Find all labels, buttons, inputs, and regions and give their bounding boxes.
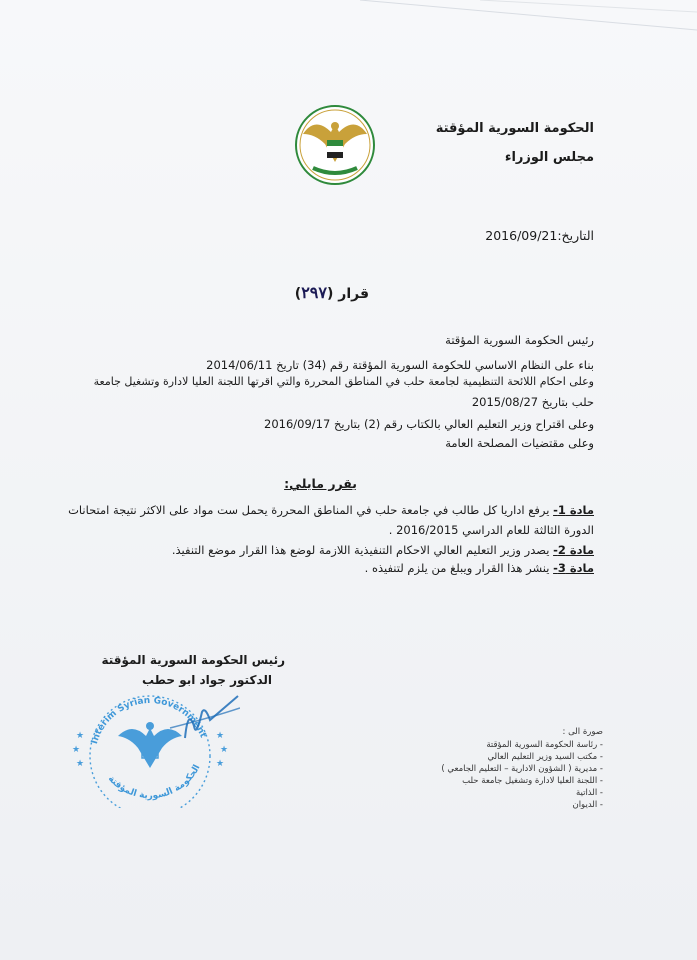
header-council-name: مجلس الوزراء: [504, 150, 594, 165]
svg-text:الحكومة السورية المؤقتة: [106, 763, 203, 801]
decision-close: ): [294, 286, 302, 302]
signature-title: رئيس الحكومة السورية المؤقتة: [101, 653, 285, 667]
preamble-line-2: وعلى احكام اللائحة التنظيمية لجامعة حلب في المناطق المحررة والتي اقرتها اللجنة العليا لادارة وتشغيل جامعة: [93, 375, 594, 388]
official-stamp-icon: [70, 688, 240, 808]
copies-item-1: - رئاسة الحكومة السورية المؤقتة: [486, 740, 603, 750]
date-value: 2016/09/21: [485, 228, 558, 243]
article-1-text: يرفع اداريا كل طالب في جامعة حلب في المناطق المحررة يحمل ست مواد على الاكثر نتيجة امتحانات: [68, 503, 554, 517]
preamble-line-5: وعلى مقتضيات المصلحة العامة: [445, 436, 594, 450]
decision-label: قرار (: [326, 286, 369, 302]
svg-text:★: ★: [76, 731, 85, 741]
decision-heading: [295, 283, 369, 302]
preamble-line-3: حلب بتاريخ 2015/08/27: [471, 395, 594, 409]
article-1-label: مادة 1-: [553, 503, 594, 517]
signature-name: الدكتور جواد ابو حطب: [141, 673, 272, 687]
article-3-label: مادة 3-: [553, 561, 594, 575]
svg-text:★: ★: [76, 759, 85, 769]
copies-item-3: - مديرية ( الشؤون الادارية – التعليم الجامعي ): [441, 764, 603, 774]
article-3-text: ينشر هذا القرار ويبلغ من يلزم لتنفيذه .: [364, 561, 554, 575]
stamp-text-ar: الحكومة السورية المؤقتة: [105, 763, 203, 802]
copies-item-4: - اللجنة العليا لادارة وتشغيل جامعة حلب: [462, 776, 603, 786]
svg-text:★: ★: [72, 745, 81, 755]
article-2-label: مادة 2-: [553, 543, 594, 557]
article-1: [68, 503, 594, 517]
svg-text:★: ★: [220, 745, 229, 755]
copies-title: صورة الى :: [562, 727, 603, 737]
preamble-line-1: بناء على النظام الاساسي للحكومة السورية المؤقتة رقم (34) تاريخ 2014/06/11: [206, 358, 594, 372]
date-line: [485, 228, 594, 243]
svg-text:★: ★: [216, 759, 225, 769]
decides-heading: يقرر مايلي:: [284, 476, 357, 491]
copies-item-6: - الديوان: [572, 800, 603, 810]
preamble-line-4: وعلى اقتراح وزير التعليم العالي بالكتاب رقم (2) بتاريخ 2016/09/17: [264, 417, 594, 431]
article-3: [365, 561, 594, 575]
government-emblem-icon: [291, 104, 379, 186]
header-government-name: الحكومة السورية المؤقتة: [435, 121, 594, 136]
copies-item-5: - الذاتية: [575, 788, 603, 798]
article-1-continuation: الدورة الثالثة للعام الدراسي 2016/2015 .: [388, 523, 594, 537]
decision-number: ٢٩٧: [301, 283, 327, 302]
article-2-text: يصدر وزير التعليم العالي الاحكام التنفيذية اللازمة لوضع هذا القرار موضع التنفيذ.: [171, 543, 554, 557]
date-label: التاريخ:: [557, 228, 594, 243]
stamp-text-en: Interim Syrian Government: [89, 695, 208, 746]
copies-item-2: - مكتب السيد وزير التعليم العالي: [487, 752, 603, 762]
article-2: [172, 543, 594, 557]
preamble-title: رئيس الحكومة السورية المؤقتة: [445, 333, 594, 347]
svg-text:★: ★: [216, 731, 225, 741]
